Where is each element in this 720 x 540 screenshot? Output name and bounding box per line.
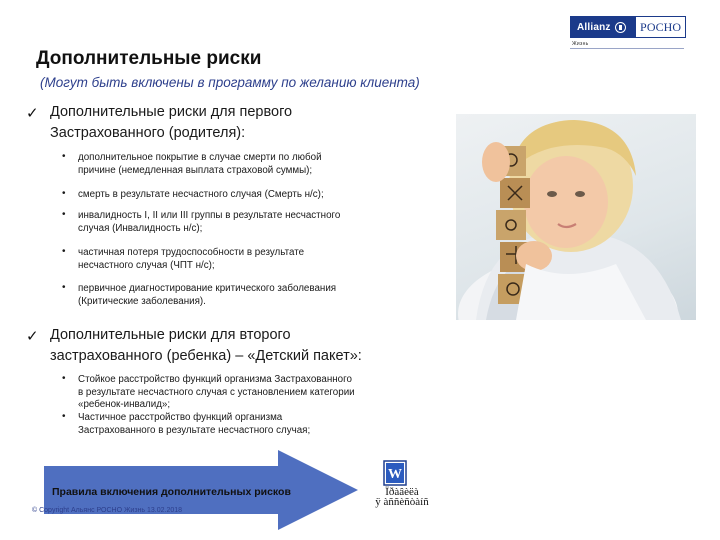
logo-partner: РОСНО (636, 17, 685, 37)
word-document-label-line2: ÿ àññèñòàíñ (375, 496, 429, 508)
section1-heading-line2: Застрахованного (родителя): (50, 125, 246, 141)
list-item-line: Стойкое расстройство функций организма Застрахованного (78, 374, 352, 385)
word-document-label[interactable] (362, 487, 442, 507)
slide-subtitle: (Могут быть включены в программу по желанию клиента) (40, 75, 420, 90)
allianz-rosno-logo (570, 16, 686, 38)
list-item-line: «ребенок-инвалид»; (78, 399, 171, 410)
section2-heading-line2 (50, 346, 362, 367)
section1-heading (50, 102, 292, 144)
list-item: • Стойкое расстройство функций организма Застрахованного в результате несчастного случая с установлением категории «ребенок-инвалид»; (68, 374, 408, 412)
list-item-line: в результате несчастного случая с установлением категории (78, 386, 355, 398)
section1-heading-line1: Дополнительные риски для первого (50, 104, 293, 120)
slide-title: Дополнительные риски (36, 48, 262, 69)
list-item-line: первичное диагностирование критического заболевания (78, 283, 337, 294)
allianz-eagle-icon (615, 22, 626, 33)
checkmark-icon: ✓ (26, 328, 39, 345)
child-with-blocks-photo (456, 114, 696, 320)
list-item-line: инвалидность I, II или III группы в результате несчастного (78, 210, 341, 221)
list-item-line: несчастного случая (ЧПТ н/с); (78, 259, 215, 271)
svg-text:W: W (388, 467, 402, 482)
list-item: • инвалидность I, II или III группы в результате несчастного случая (Инвалидность н/с); (68, 210, 408, 235)
logo-divider (570, 48, 684, 49)
child-photo-illustration (456, 114, 696, 320)
list-item-line: дополнительное покрытие в случае смерти по любой (78, 152, 322, 163)
list-item-line: причине (немедленная выплата страховой суммы); (78, 164, 313, 176)
list-item: • смерть в результате несчастного случая (Смерть н/с); (68, 189, 408, 202)
list-item: • Частичное расстройство функций организма Застрахованного в результате несчастного случая; (68, 412, 408, 437)
list-item-line: (Критические заболевания). (78, 295, 206, 307)
list-item-line: Частичное расстройство функций организма (78, 412, 283, 423)
list-item: • дополнительное покрытие в случае смерти по любой причине (немедленная выплата страховой суммы); (68, 152, 408, 177)
word-document-label-line1: Ïðàâèëà (385, 486, 419, 498)
checkmark-icon: ✓ (26, 105, 39, 122)
rules-link-label[interactable]: Правила включения дополнительных рисков (52, 486, 291, 498)
list-item: • частичная потеря трудоспособности в результате несчастного случая (ЧПТ н/с); (68, 247, 408, 272)
list-item-line: смерть в результате несчастного случая (Смерть н/с); (78, 189, 324, 200)
list-item: • первичное диагностирование критического заболевания (Критические заболевания). (68, 283, 408, 308)
section2-heading (50, 325, 362, 367)
logo-subtitle: Жизнь (572, 41, 589, 47)
logo-brand: Allianz (577, 21, 611, 33)
section2-heading-line1: Дополнительные риски для второго (50, 327, 291, 343)
list-item-line: случая (Инвалидность н/с); (78, 222, 203, 234)
section2-heading-line2-text: застрахованного (ребенка) – «Детский пакет»: (50, 348, 362, 364)
list-item-line: Застрахованного в результате несчастного случая; (78, 424, 311, 436)
copyright-text: © Copyright Альянс РОСНО Жизнь 13.02.2018 (32, 507, 183, 514)
word-document-icon[interactable] (383, 460, 407, 486)
list-item-line: частичная потеря трудоспособности в результате (78, 247, 305, 258)
